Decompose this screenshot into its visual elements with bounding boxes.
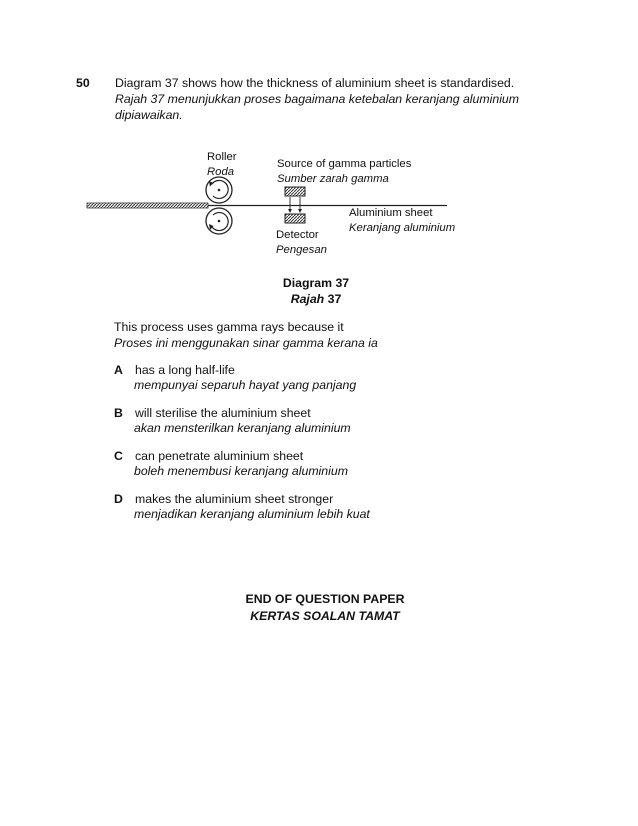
option-c-letter: C [114,449,123,463]
caption-number: 37 [327,292,342,306]
question-text-en: Diagram 37 shows how the thickness of aluminium sheet is standardised. [115,76,515,90]
sheet-label-ms: Keranjang aluminium [349,222,456,234]
source-label-en: Source of gamma particles [277,158,412,170]
detector-label-ms: Pengesan [276,244,327,256]
question-text-ms-line1: Rajah 37 menunjukkan proses bagaimana ketebalan keranjang aluminium [115,92,520,106]
option-d-en: makes the aluminium sheet stronger [135,492,334,506]
sheet-label-en: Aluminium sheet [349,207,433,219]
gamma-source-icon [285,187,305,196]
roller-label-ms: Roda [207,166,235,178]
option-b-en: will sterilise the aluminium sheet [135,406,311,420]
option-a-en: has a long half-life [135,363,235,377]
option-a-letter: A [114,363,123,377]
detector-label-en: Detector [276,229,319,241]
thick-sheet-segment [87,203,208,208]
caption-word-rajah: Rajah [290,292,325,306]
question-text-ms-line2: dipiawaikan. [115,108,183,122]
question-number: 50 [76,76,90,90]
source-label-ms: Sumber zarah gamma [277,173,389,185]
option-b-ms: akan mensterilkan keranjang aluminium [134,421,351,435]
option-d-letter: D [114,492,123,506]
stem-en: This process uses gamma rays because it [114,320,344,334]
option-d-ms: menjadikan keranjang aluminium lebih kuat [134,507,370,521]
stem-ms: Proses ini menggunakan sinar gamma kerana ia [114,336,378,350]
end-of-paper-ms: KERTAS SOALAN TAMAT [250,609,400,623]
diagram-caption-ms [270,292,362,307]
option-c-ms: boleh menembusi keranjang aluminium [134,464,348,478]
option-a-ms: mempunyai separuh hayat yang panjang [134,378,357,392]
diagram-caption-en: Diagram 37 [282,276,350,290]
roller-label-en: Roller [207,151,237,163]
end-of-paper-en: END OF QUESTION PAPER [245,592,405,606]
detector-icon [285,214,305,223]
option-b-letter: B [114,406,123,420]
option-c-en: can penetrate aluminium sheet [135,449,304,463]
upper-roller-icon [206,177,232,203]
lower-roller-icon [206,208,232,234]
